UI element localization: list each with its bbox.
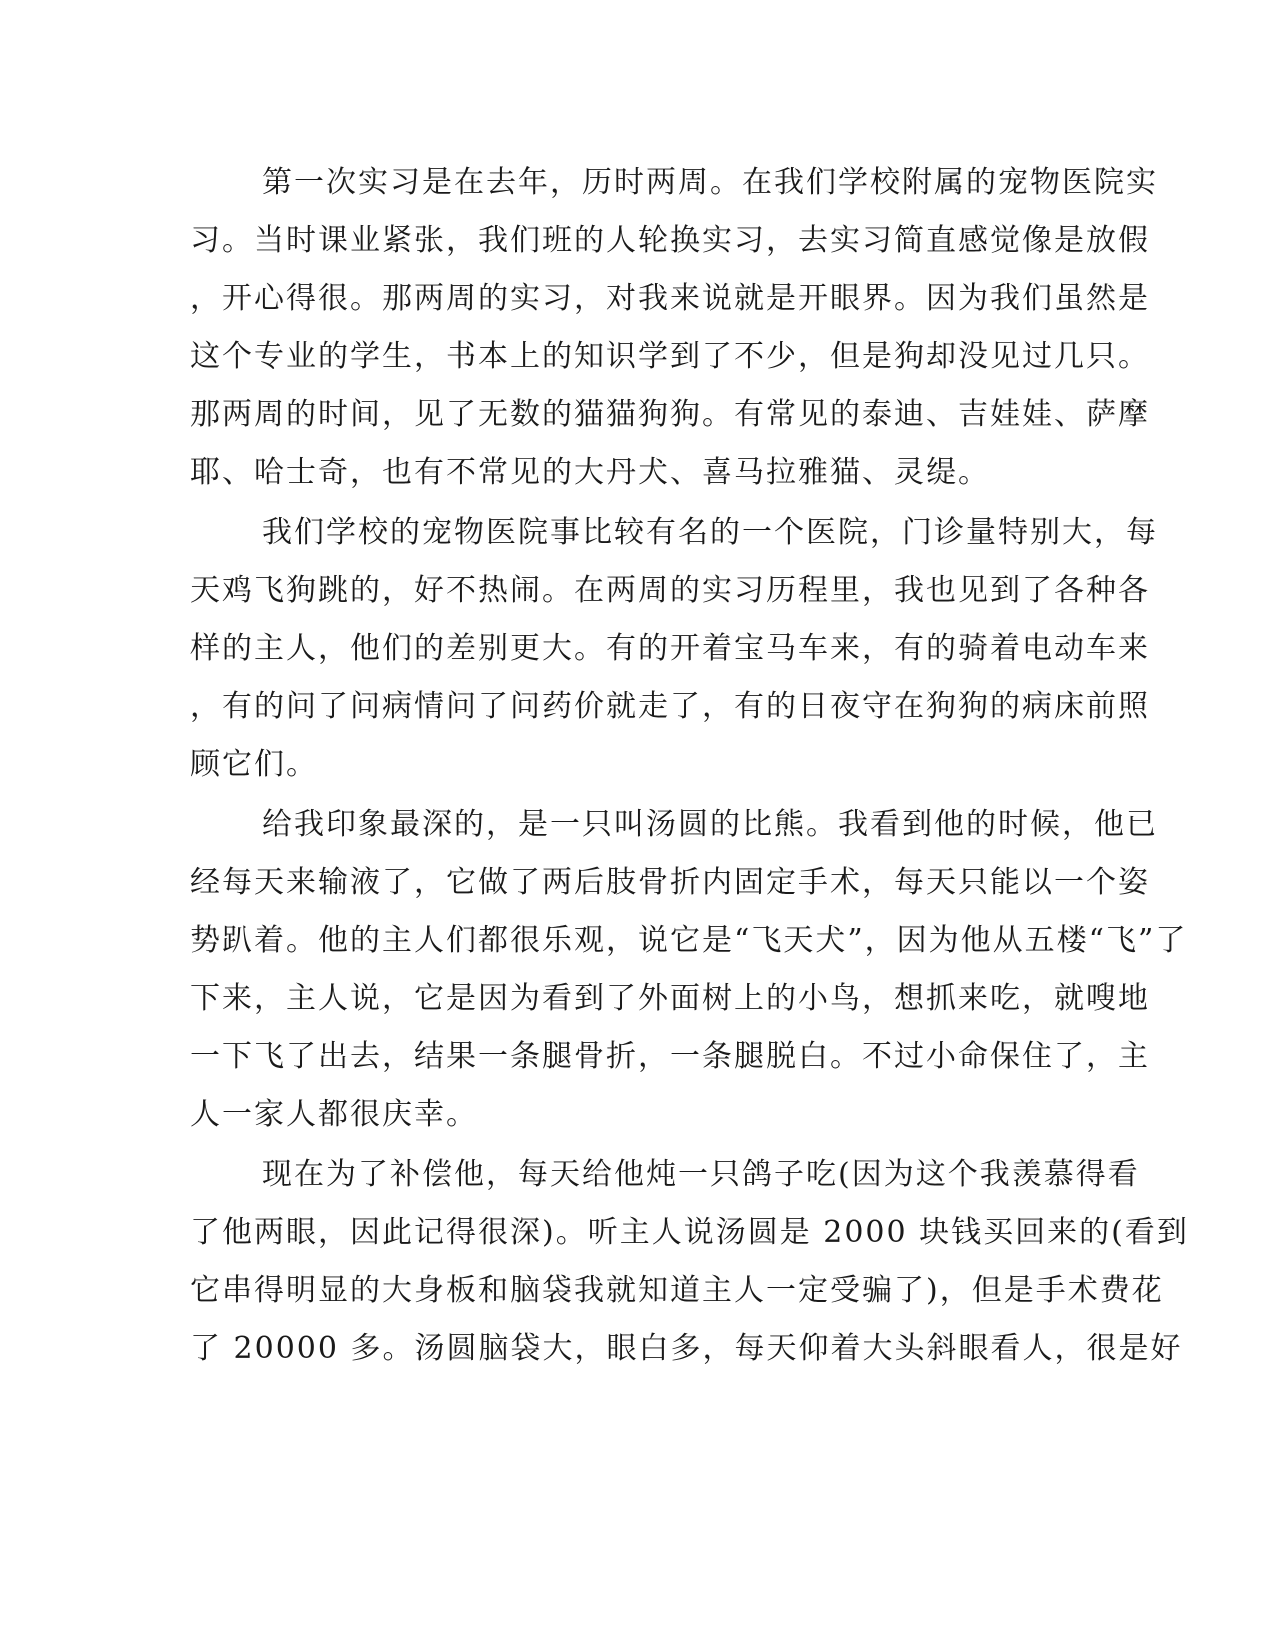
paragraph-4-line-1: 现在为了补偿他，每天给他炖一只鸽子吃(因为这个我羡慕得看 — [262, 1157, 1140, 1192]
paragraph-2-line-3: 样的主人，他们的差别更大。有的开着宝马车来，有的骑着电动车来 — [190, 631, 1150, 666]
paragraph-1-line-6: 耶、哈士奇，也有不常见的大丹犬、喜马拉雅猫、灵缇。 — [190, 455, 990, 490]
paragraph-1-line-3: ，开心得很。那两周的实习，对我来说就是开眼界。因为我们虽然是 — [190, 281, 1150, 316]
paragraph-1-line-4: 这个专业的学生，书本上的知识学到了不少，但是狗却没见过几只。 — [190, 339, 1150, 374]
paragraph-2-line-5: 顾它们。 — [190, 747, 318, 782]
paragraph-1-line-1: 第一次实习是在去年，历时两周。在我们学校附属的宠物医院实 — [262, 165, 1158, 200]
paragraph-3-line-5: 一下飞了出去，结果一条腿骨折，一条腿脱白。不过小命保住了，主 — [190, 1039, 1150, 1074]
paragraph-2-line-2: 天鸡飞狗跳的，好不热闹。在两周的实习历程里，我也见到了各种各 — [190, 573, 1150, 608]
paragraph-3-line-6: 人一家人都很庆幸。 — [190, 1097, 478, 1132]
paragraph-4-line-4: 了 20000 多。汤圆脑袋大，眼白多，每天仰着大头斜眼看人，很是好 — [190, 1331, 1183, 1366]
paragraph-4-line-3: 它串得明显的大身板和脑袋我就知道主人一定受骗了)，但是手术费花 — [190, 1273, 1164, 1308]
paragraph-3-line-2: 经每天来输液了，它做了两后肢骨折内固定手术，每天只能以一个姿 — [190, 865, 1150, 900]
paragraph-4-line-2: 了他两眼，因此记得很深)。听主人说汤圆是 2000 块钱买回来的(看到 — [190, 1215, 1189, 1250]
paragraph-2-line-4: ，有的问了问病情问了问药价就走了，有的日夜守在狗狗的病床前照 — [190, 689, 1150, 724]
paragraph-2-line-1: 我们学校的宠物医院事比较有名的一个医院，门诊量特别大，每 — [262, 515, 1158, 550]
paragraph-3-line-1: 给我印象最深的，是一只叫汤圆的比熊。我看到他的时候，他已 — [262, 807, 1158, 842]
paragraph-3-line-4: 下来，主人说，它是因为看到了外面树上的小鸟，想抓来吃，就嗖地 — [190, 981, 1150, 1016]
paragraph-1-line-5: 那两周的时间，见了无数的猫猫狗狗。有常见的泰迪、吉娃娃、萨摩 — [190, 397, 1150, 432]
paragraph-3-line-3: 势趴着。他的主人们都很乐观，说它是“飞天犬”，因为他从五楼“飞”了 — [190, 923, 1188, 958]
paragraph-1-line-2: 习。当时课业紧张，我们班的人轮换实习，去实习简直感觉像是放假 — [190, 223, 1150, 258]
